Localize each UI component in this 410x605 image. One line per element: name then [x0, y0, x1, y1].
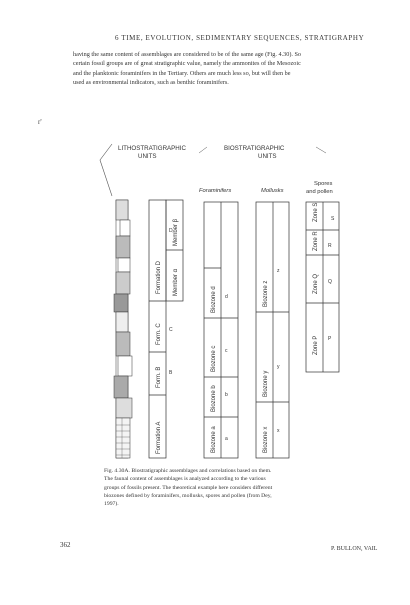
spore-letter-p: P: [328, 336, 332, 342]
bio-leader-right: [316, 147, 326, 153]
col-spores-line2: and pollen: [306, 189, 333, 195]
foram-letter-b: b: [225, 392, 228, 398]
margin-mark: r': [38, 118, 42, 126]
foram-biozone-c: Biozone c: [211, 345, 217, 372]
moll-letter-y: y: [277, 364, 280, 370]
col-mollusks: Mollusks: [261, 188, 284, 194]
spore-letter-r: R: [328, 243, 332, 249]
moll-letter-x: x: [277, 428, 280, 434]
foram-biozone-b: Biozone b: [211, 385, 217, 412]
spore-zone-q: Zone Q: [313, 273, 319, 294]
litho-header-line1: LITHOSTRATIGRAPHIC: [118, 145, 186, 152]
member-alpha-label: Member α: [173, 268, 179, 296]
figure-caption: [104, 467, 354, 508]
caption-line: The faunal content of assemblages is analyzed according to the various: [104, 476, 266, 483]
foraminifers-column: [204, 202, 238, 458]
form-c-label: Form. C: [156, 323, 162, 345]
running-head: 6 TIME, EVOLUTION, SEDIMENTARY SEQUENCES, STRATIGRAPHY: [115, 34, 365, 42]
caption-line: Fig. 4.30A. Biostratigraphic assemblages and correlations based on them.: [104, 468, 272, 474]
foram-letter-d: d: [225, 294, 228, 300]
form-b-letter: B: [169, 370, 173, 376]
member-beta-label: Member β: [173, 218, 179, 246]
spores-column: [306, 202, 339, 372]
spore-letter-s: S: [331, 216, 335, 222]
litho-header-line2: UNITS: [138, 153, 157, 160]
form-d-letter: D: [169, 228, 173, 234]
form-b-label: Form. B: [156, 366, 162, 388]
foram-letter-a: a: [225, 436, 228, 442]
col-foraminifers: Foraminifers: [199, 188, 232, 194]
bio-leader-left: [199, 147, 207, 153]
moll-biozone-x: Biozone x: [263, 426, 269, 453]
formation-d-label: Formation D: [156, 260, 162, 294]
moll-letter-z: z: [277, 268, 280, 274]
foram-biozone-a: Biozone a: [211, 426, 217, 453]
lithologic-log: [114, 200, 132, 458]
mollusks-column: [256, 202, 289, 458]
formation-a-label: Formation A: [156, 421, 162, 454]
bio-header-line1: BIOSTRATIGRAPHIC: [224, 145, 285, 152]
spore-zone-s: Zone S: [313, 202, 319, 222]
form-c-letter: C: [169, 327, 173, 333]
caption-line: biozones defined by foraminifers, mollusks, spores and pollen (from Dey,: [104, 492, 272, 499]
spore-zone-r: Zone R: [313, 231, 319, 251]
foram-letter-c: c: [225, 348, 228, 354]
spore-zone-p: Zone P: [313, 335, 319, 355]
folio-author: P. BULLON, VAIL: [331, 546, 378, 552]
litho-leader-line: [100, 144, 112, 196]
caption-line: 1997).: [104, 501, 119, 508]
body-line: and the planktonic foraminifers in the Tertiary. Others are much less so, but will then be: [73, 69, 291, 77]
moll-biozone-y: Biozone y: [263, 370, 269, 397]
foram-biozone-d: Biozone d: [211, 286, 217, 313]
caption-line: groups of fossils present. The theoretical example here considers different: [104, 484, 273, 491]
body-line: used as environmental indicators, such as benthic foraminifers.: [73, 78, 229, 86]
bio-header-line2: UNITS: [258, 153, 277, 160]
body-line: certain fossil groups are of great stratigraphic value, namely the ammonites of the Mesozoic: [73, 60, 301, 68]
spore-letter-q: Q: [328, 279, 332, 285]
moll-biozone-z: Biozone z: [263, 280, 269, 307]
body-line: having the same content of assemblages are considered to be of the same age (Fig. 4.30). So: [73, 51, 302, 58]
page-number: 362: [60, 541, 71, 549]
col-spores-line1: Spores: [314, 181, 333, 187]
